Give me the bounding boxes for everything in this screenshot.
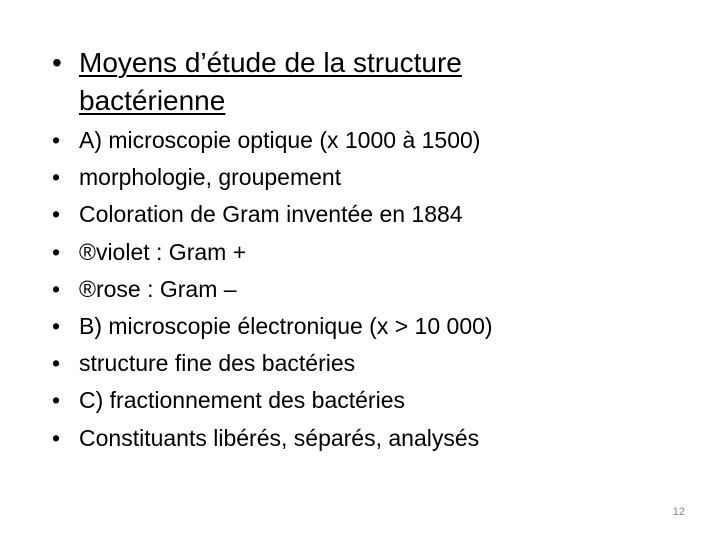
bullet-icon: • xyxy=(52,387,61,414)
page-number: 12 xyxy=(672,506,685,518)
list-item-text: A) microscopie optique (x 1000 à 1500) xyxy=(79,127,481,153)
list-item-text: structure fine des bactéries xyxy=(79,350,356,377)
list-item-text: B) microscopie électronique (x > 10 000) xyxy=(79,313,493,340)
heading-text: Moyens d’étude de la structure bactérienne xyxy=(79,47,462,116)
list-item-text: ®rose : Gram – xyxy=(79,275,237,302)
list-item xyxy=(52,159,493,196)
bullet-icon: • xyxy=(52,275,61,302)
bullet-icon: • xyxy=(52,350,61,377)
bullet-icon: • xyxy=(52,47,62,78)
list-item xyxy=(52,196,493,233)
list-item-text: morphologie, groupement xyxy=(79,164,342,191)
list-item xyxy=(52,420,493,457)
slide-heading xyxy=(52,44,612,120)
list-item-text: Constituants libérés, séparés, analysés xyxy=(79,424,480,451)
bullet-icon: • xyxy=(52,313,61,340)
list-item xyxy=(52,308,493,345)
list-item-text: ®violet : Gram + xyxy=(79,238,247,265)
bullet-icon: • xyxy=(52,201,61,228)
bullet-list xyxy=(52,122,493,457)
bullet-icon: • xyxy=(52,238,61,265)
bullet-icon: • xyxy=(52,164,61,191)
list-item xyxy=(52,382,493,419)
list-item-text: Coloration de Gram inventée en 1884 xyxy=(79,201,463,228)
list-item xyxy=(52,122,493,159)
bullet-icon: • xyxy=(52,127,61,153)
list-item xyxy=(52,234,493,271)
list-item xyxy=(52,271,493,308)
list-item-text: C) fractionnement des bactéries xyxy=(79,387,405,414)
bullet-icon: • xyxy=(52,424,61,451)
list-item xyxy=(52,345,493,382)
